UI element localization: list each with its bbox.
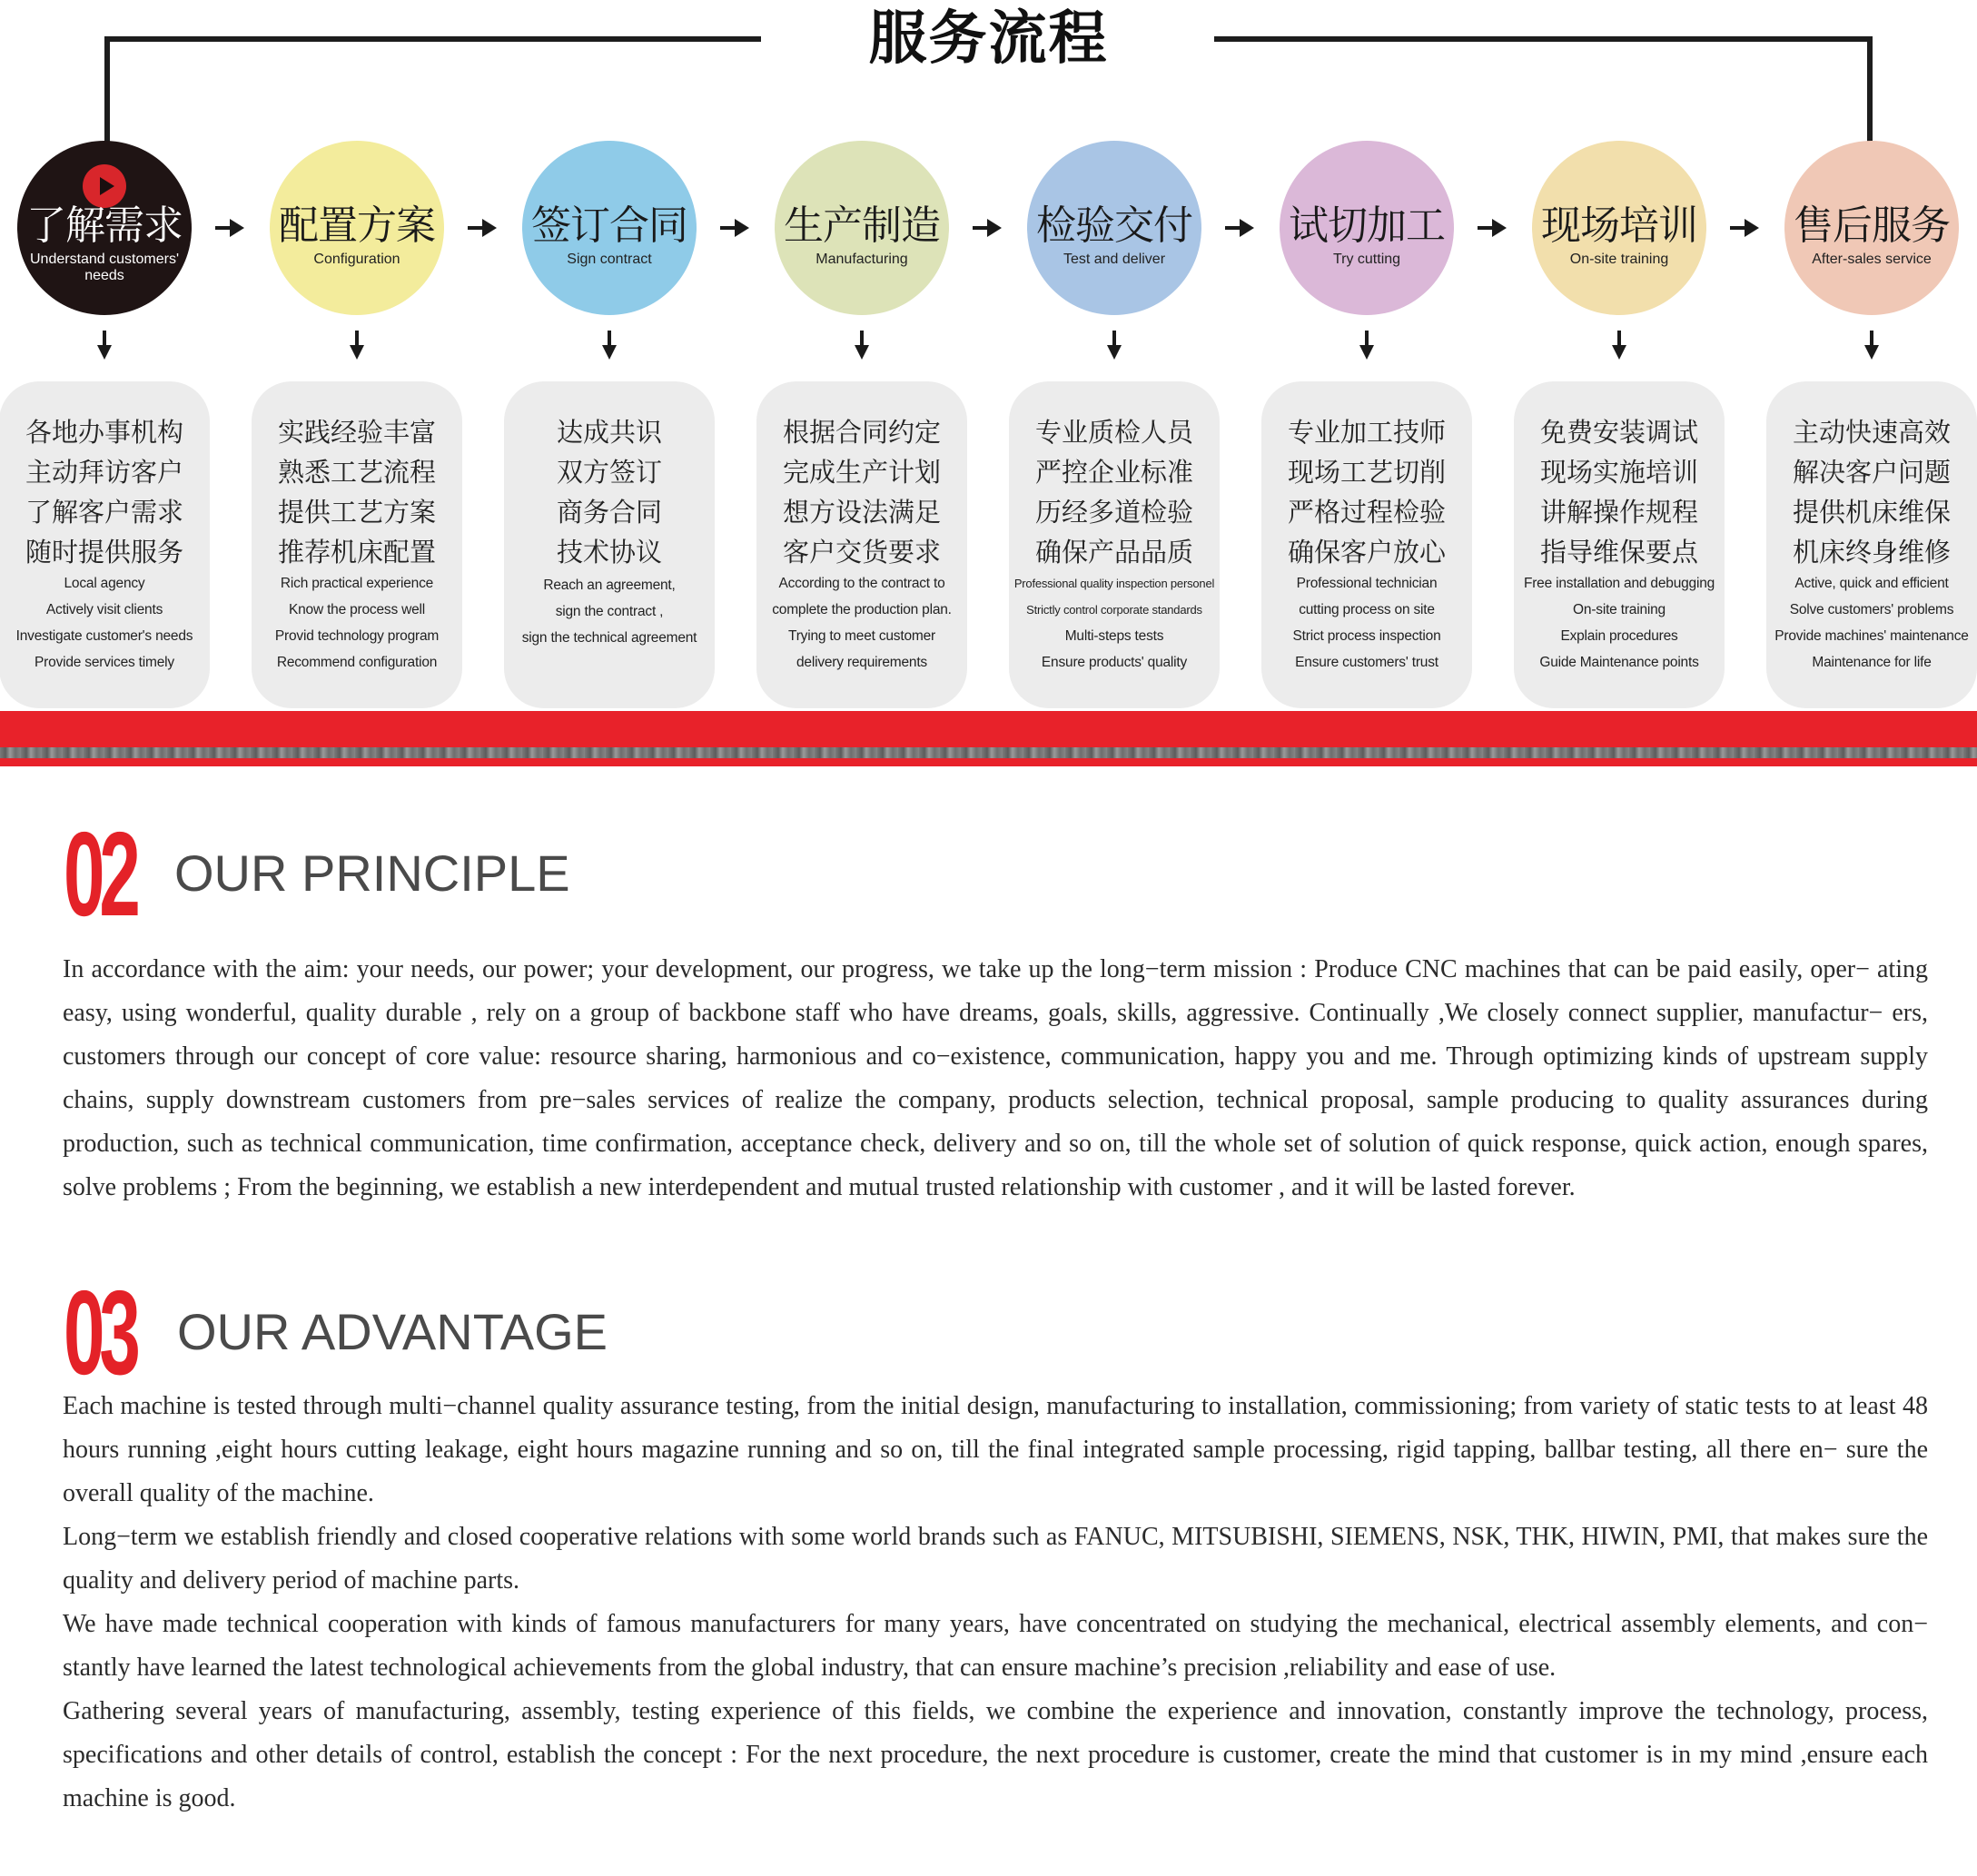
bracket-right-vertical (1867, 36, 1873, 143)
detail-en-line: Provide machines' maintenance (1774, 628, 1969, 644)
detail-en-line: Investigate customer's needs (15, 628, 193, 644)
detail-en-line: cutting process on site (1299, 602, 1435, 617)
step-subtitle: Manufacturing (816, 252, 908, 267)
detail-zh-line: 专业质检人员 (1034, 417, 1193, 448)
detail-en-line: Professional technician (1296, 576, 1438, 591)
arrow-right-icon (213, 216, 246, 243)
detail-zh-line: 双方签订 (556, 457, 662, 488)
arrow-right-icon (466, 216, 499, 243)
bracket-left-vertical (104, 36, 110, 143)
step-detail-card (252, 381, 462, 708)
step-detail-card (504, 381, 715, 708)
step-title: 现场培训 (1541, 202, 1697, 249)
step-subtitle: Sign contract (567, 252, 652, 267)
step-subtitle: On-site training (1569, 252, 1669, 267)
step-title: 生产制造 (784, 202, 940, 249)
detail-zh-line: 商务合同 (556, 497, 662, 528)
detail-zh-line: 专业加工技师 (1287, 417, 1446, 448)
step-circle (1532, 141, 1706, 315)
detail-zh-line: 免费安装调试 (1539, 417, 1698, 448)
step-subtitle: Configuration (313, 252, 400, 267)
step-title: 签订合同 (531, 202, 687, 249)
arrow-down-icon (1105, 331, 1123, 365)
detail-zh-line: 想方设法满足 (782, 497, 941, 528)
arrow-down-icon (1358, 331, 1376, 365)
detail-en-line: Reach an agreement, (543, 578, 676, 593)
step-circle (522, 141, 697, 315)
step-title: 配置方案 (279, 202, 435, 249)
detail-zh-line: 完成生产计划 (782, 457, 941, 488)
step-title: 检验交付 (1036, 202, 1192, 249)
step-circle (1027, 141, 1201, 315)
detail-zh-line: 历经多道检验 (1034, 497, 1193, 528)
bracket-left-horizontal (104, 36, 761, 42)
step-circle (1784, 141, 1959, 315)
detail-zh-line: 确保产品品质 (1034, 537, 1193, 568)
detail-zh-line: 机床终身维修 (1792, 537, 1951, 568)
detail-zh-line: 指导维保要点 (1539, 537, 1698, 568)
detail-en-line: Strict process inspection (1292, 628, 1441, 644)
detail-zh-line: 提供工艺方案 (277, 497, 436, 528)
step-subtitle: After-sales service (1812, 252, 1932, 267)
detail-zh-line: 客户交货要求 (782, 537, 941, 568)
detail-en-line: Provid technology program (274, 628, 440, 644)
banner-texture (0, 747, 1977, 758)
detail-zh-line: 技术协议 (556, 537, 662, 568)
detail-zh-line: 确保客户放心 (1287, 537, 1446, 568)
detail-en-line: Strictly control corporate standards (1026, 603, 1202, 617)
arrow-right-icon (718, 216, 751, 243)
step-circle (1280, 141, 1454, 315)
step-circle (270, 141, 444, 315)
detail-zh-line: 主动拜访客户 (25, 457, 183, 488)
detail-en-line: Provide services timely (35, 655, 174, 670)
step-detail-card (1514, 381, 1725, 708)
detail-en-line: Solve customers' problems (1789, 602, 1954, 617)
detail-zh-line: 严格过程检验 (1287, 497, 1446, 528)
flow-title: 服务流程 (868, 5, 1109, 73)
detail-en-line: delivery requirements (796, 655, 927, 670)
detail-en-line: Maintenance for life (1812, 655, 1932, 670)
detail-zh-line: 根据合同约定 (782, 417, 941, 448)
arrow-down-icon (348, 331, 366, 365)
arrow-down-icon (1610, 331, 1628, 365)
advantage-title: OUR ADVANTAGE (177, 1303, 608, 1360)
detail-zh-line: 各地办事机构 (25, 417, 183, 448)
detail-en-line: Recommend configuration (276, 655, 438, 670)
detail-zh-line: 现场实施培训 (1539, 457, 1698, 488)
detail-en-line: Multi-steps tests (1064, 628, 1164, 644)
detail-zh-line: 讲解操作规程 (1539, 497, 1698, 528)
advantage-number: 03 (64, 1266, 135, 1399)
detail-en-line: sign the contract , (555, 604, 664, 619)
detail-en-line: According to the contract to (778, 576, 945, 591)
detail-zh-line: 现场工艺切削 (1287, 457, 1446, 488)
step-detail-card (1766, 381, 1977, 708)
red-banner (0, 711, 1977, 747)
arrow-down-icon (600, 331, 618, 365)
detail-en-line: Active, quick and efficient (1794, 576, 1949, 591)
arrow-right-icon (971, 216, 1003, 243)
step-subtitle: Try cutting (1332, 252, 1401, 267)
bracket-right-horizontal (1214, 36, 1873, 42)
detail-zh-line: 严控企业标准 (1034, 457, 1193, 488)
detail-zh-line: 推荐机床配置 (277, 537, 436, 568)
arrow-down-icon (853, 331, 871, 365)
detail-en-line: Ensure products' quality (1041, 655, 1188, 670)
step-circle (775, 141, 949, 315)
detail-zh-line: 达成共识 (556, 417, 662, 448)
step-subtitle: Test and deliver (1063, 252, 1166, 267)
step-detail-card (1261, 381, 1472, 708)
detail-en-line: Local agency (64, 576, 145, 591)
detail-en-line: On-site training (1573, 602, 1666, 617)
advantage-paragraph-2: Long−term we establish friendly and closed cooperative relations with some world brands such as FANUC, MITSUBISHI, SIEMENS, NSK, THK, HIWIN, PMI, that makes sure the quality and delivery period of machine parts. (63, 1523, 1928, 1595)
arrow-right-icon (1728, 216, 1761, 243)
detail-zh-line: 了解客户需求 (25, 497, 183, 528)
detail-en-line: Actively visit clients (45, 602, 163, 617)
step-detail-card (0, 381, 210, 708)
step-detail-card (1009, 381, 1220, 708)
detail-en-line: Ensure customers' trust (1295, 655, 1438, 670)
detail-en-line: Know the process well (288, 602, 425, 617)
detail-en-line: complete the production plan. (772, 602, 952, 617)
detail-en-line: Professional quality inspection personel (1013, 577, 1215, 590)
principle-text: In accordance with the aim: your needs, our power; your development, our progress, we take up the long−term mission : Produce CNC machines that can be paid easily, oper− ating easy, using wonderful, quality durable , rely on a group of backbone staff who have dreams, goals, skills, aggressive. Continually ,We closely connect supplier, manufactur− ers, customers through our concept of core value: resource sharing, harmonious and co−existence, communication, happy you and me. Through optimizing kinds of upstream supply chains, supply downstream customers from pre−sales services of realize the company, products selection, technical proposal, sample producing to quality assurances during production, such as technical communication, time confirmation, acceptance check, delivery and so on, till the whole set of solution of quick response, quick action, enough spares, solve problems ; From the beginning, we establish a new interdependent and mutual trusted relationship with customer , and it will be lasted forever. (63, 955, 1928, 1201)
advantage-paragraph-1: Each machine is tested through multi−channel quality assurance testing, from the initial design, manufacturing to installation, commissioning; from variety of static tests to at least 48 hours running ,eight hours cutting leakage, eight hours magazine running and so on, till the final integrated sample processing, rigid tapping, ballbar testing, all there en− sure the overall quality of the machine. (63, 1392, 1928, 1507)
detail-en-line: Explain procedures (1560, 628, 1678, 644)
arrow-down-icon (1863, 331, 1881, 365)
step-detail-card (756, 381, 967, 708)
detail-zh-line: 随时提供服务 (25, 537, 183, 568)
red-banner-bottom (0, 758, 1977, 766)
advantage-paragraph-4: Gathering several years of manufacturing, assembly, testing experience of this fields, we combine the experience and innovation, constantly improve the technology, process, specifications and other details of control, establish the concept : For the next procedure, the next procedure is customer, create the mind that customer is in my mind ,ensure each machine is good. (63, 1697, 1928, 1812)
step-title: 了解需求 (26, 202, 183, 249)
arrow-down-icon (95, 331, 114, 365)
principle-title: OUR PRINCIPLE (174, 844, 570, 902)
detail-en-line: Guide Maintenance points (1539, 655, 1699, 670)
arrow-right-icon (1476, 216, 1508, 243)
detail-en-line: Free installation and debugging (1523, 576, 1715, 591)
detail-zh-line: 实践经验丰富 (277, 417, 436, 448)
principle-number: 02 (64, 807, 135, 941)
arrow-right-icon (1223, 216, 1256, 243)
detail-zh-line: 解决客户问题 (1792, 457, 1951, 488)
detail-zh-line: 熟悉工艺流程 (277, 457, 436, 488)
detail-en-line: Trying to meet customer (788, 628, 935, 644)
step-circle (17, 141, 192, 315)
detail-zh-line: 主动快速高效 (1792, 417, 1951, 448)
step-title: 售后服务 (1794, 202, 1950, 249)
detail-en-line: sign the technical agreement (521, 630, 697, 646)
detail-zh-line: 提供机床维保 (1792, 497, 1951, 528)
advantage-paragraph-3: We have made technical cooperation with kinds of famous manufacturers for many years, have concentrated on studying the mechanical, electrical assembly elements, and con− stantly have learned the latest technological achievements from the global industry, that can ensure machine’s precision ,reliability and ease of use. (63, 1610, 1928, 1682)
step-subtitle: Understand customers' needs (29, 252, 179, 283)
play-icon (83, 164, 126, 208)
step-title: 试切加工 (1289, 202, 1445, 249)
detail-en-line: Rich practical experience (280, 576, 434, 591)
